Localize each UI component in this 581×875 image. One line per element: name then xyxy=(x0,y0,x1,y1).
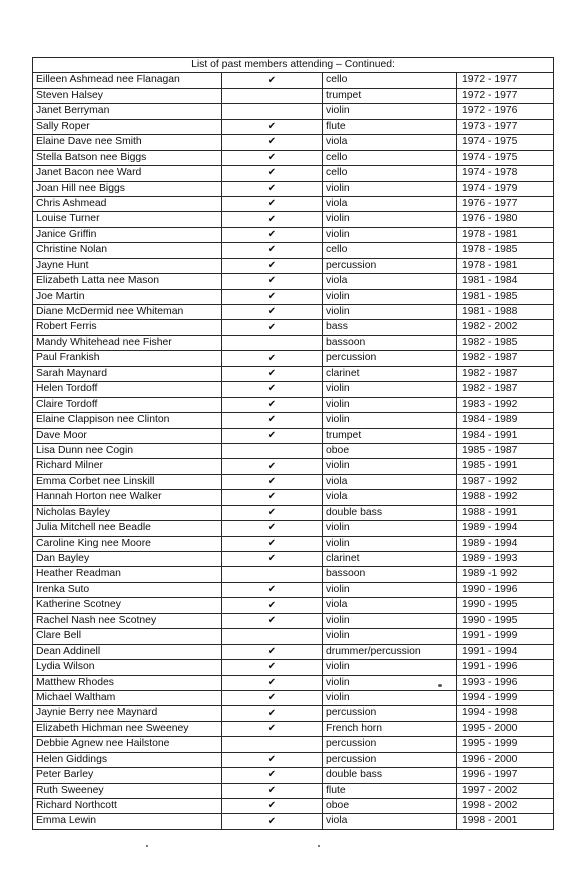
table-row xyxy=(33,690,554,705)
instrument: violin xyxy=(323,397,457,412)
attendance-tick: ✔ xyxy=(222,613,323,628)
instrument: cello xyxy=(323,73,457,88)
table-row xyxy=(33,119,554,134)
member-name: Janet Berryman xyxy=(33,104,222,119)
instrument: violin xyxy=(323,536,457,551)
attendance-tick: ✔ xyxy=(222,428,323,443)
membership-years: 1982 - 1987 xyxy=(457,366,554,381)
table-row xyxy=(33,88,554,103)
membership-years: 1974 - 1978 xyxy=(457,166,554,181)
table-row xyxy=(33,243,554,258)
instrument: violin xyxy=(323,289,457,304)
instrument: violin xyxy=(323,212,457,227)
member-name: Joan Hill nee Biggs xyxy=(33,181,222,196)
table-row xyxy=(33,768,554,783)
attendance-tick: ✔ xyxy=(222,799,323,814)
table-row xyxy=(33,181,554,196)
instrument: violin xyxy=(323,629,457,644)
member-name: Emma Corbet nee Linskill xyxy=(33,474,222,489)
member-name: Richard Northcott xyxy=(33,799,222,814)
attendance-tick: ✔ xyxy=(222,366,323,381)
member-name: Lydia Wilson xyxy=(33,660,222,675)
table-row xyxy=(33,598,554,613)
membership-years: 1974 - 1975 xyxy=(457,150,554,165)
attendance-tick xyxy=(222,737,323,752)
instrument: violin xyxy=(323,305,457,320)
table-row xyxy=(33,660,554,675)
scan-speck xyxy=(146,845,148,847)
attendance-tick: ✔ xyxy=(222,289,323,304)
table-row xyxy=(33,305,554,320)
attendance-tick: ✔ xyxy=(222,752,323,767)
member-name: Peter Barley xyxy=(33,768,222,783)
membership-years: 1990 - 1995 xyxy=(457,598,554,613)
membership-years: 1974 - 1979 xyxy=(457,181,554,196)
attendance-tick: ✔ xyxy=(222,706,323,721)
instrument: percussion xyxy=(323,737,457,752)
attendance-tick: ✔ xyxy=(222,320,323,335)
attendance-tick: ✔ xyxy=(222,783,323,798)
attendance-tick: ✔ xyxy=(222,413,323,428)
attendance-tick: ✔ xyxy=(222,382,323,397)
attendance-tick: ✔ xyxy=(222,243,323,258)
attendance-tick: ✔ xyxy=(222,521,323,536)
table-row xyxy=(33,366,554,381)
table-row xyxy=(33,675,554,690)
member-name: Elaine Dave nee Smith xyxy=(33,135,222,150)
member-name: Claire Tordoff xyxy=(33,397,222,412)
attendance-tick: ✔ xyxy=(222,119,323,134)
table-row xyxy=(33,150,554,165)
member-name: Dave Moor xyxy=(33,428,222,443)
membership-years: 1998 - 2001 xyxy=(457,814,554,829)
attendance-tick: ✔ xyxy=(222,181,323,196)
member-name: Matthew Rhodes xyxy=(33,675,222,690)
attendance-tick: ✔ xyxy=(222,644,323,659)
instrument: viola xyxy=(323,135,457,150)
table-row xyxy=(33,335,554,350)
member-name: Dan Bayley xyxy=(33,552,222,567)
membership-years: 1985 - 1987 xyxy=(457,443,554,458)
member-name: Helen Giddings xyxy=(33,752,222,767)
membership-years: 1974 - 1975 xyxy=(457,135,554,150)
member-name: Robert Ferris xyxy=(33,320,222,335)
membership-years: 1989 - 1994 xyxy=(457,521,554,536)
attendance-tick: ✔ xyxy=(222,690,323,705)
attendance-tick: ✔ xyxy=(222,73,323,88)
member-name: Sarah Maynard xyxy=(33,366,222,381)
membership-years: 1996 - 1997 xyxy=(457,768,554,783)
member-name: Nicholas Bayley xyxy=(33,505,222,520)
table-row xyxy=(33,413,554,428)
membership-years: 1991 - 1994 xyxy=(457,644,554,659)
member-name: Steven Halsey xyxy=(33,88,222,103)
member-name: Stella Batson nee Biggs xyxy=(33,150,222,165)
membership-years: 1976 - 1977 xyxy=(457,196,554,211)
attendance-tick: ✔ xyxy=(222,166,323,181)
table-row xyxy=(33,474,554,489)
member-name: Sally Roper xyxy=(33,119,222,134)
member-name: Joe Martin xyxy=(33,289,222,304)
membership-years: 1983 - 1992 xyxy=(457,397,554,412)
table-row xyxy=(33,706,554,721)
membership-years: 1972 - 1976 xyxy=(457,104,554,119)
table-row xyxy=(33,104,554,119)
instrument: oboe xyxy=(323,443,457,458)
membership-years: 1995 - 2000 xyxy=(457,721,554,736)
membership-years: 1982 - 1985 xyxy=(457,335,554,350)
member-name: Michael Waltham xyxy=(33,690,222,705)
member-name: Paul Frankish xyxy=(33,351,222,366)
table-row xyxy=(33,536,554,551)
membership-years: 1987 - 1992 xyxy=(457,474,554,489)
attendance-tick xyxy=(222,567,323,582)
instrument: double bass xyxy=(323,768,457,783)
membership-years: 1984 - 1989 xyxy=(457,413,554,428)
table-row xyxy=(33,397,554,412)
member-name: Janet Bacon nee Ward xyxy=(33,166,222,181)
instrument: bassoon xyxy=(323,335,457,350)
instrument: oboe xyxy=(323,799,457,814)
instrument: flute xyxy=(323,783,457,798)
membership-years: 1981 - 1988 xyxy=(457,305,554,320)
table-row xyxy=(33,459,554,474)
instrument: percussion xyxy=(323,752,457,767)
attendance-tick: ✔ xyxy=(222,582,323,597)
scan-speck xyxy=(318,845,320,847)
attendance-tick: ✔ xyxy=(222,351,323,366)
membership-years: 1978 - 1985 xyxy=(457,243,554,258)
table-row xyxy=(33,428,554,443)
membership-years: 1972 - 1977 xyxy=(457,73,554,88)
instrument: double bass xyxy=(323,505,457,520)
member-name: Elizabeth Latta nee Mason xyxy=(33,274,222,289)
instrument: violin xyxy=(323,104,457,119)
member-name: Chris Ashmead xyxy=(33,196,222,211)
table-row xyxy=(33,227,554,242)
member-name: Katherine Scotney xyxy=(33,598,222,613)
membership-years: 1982 - 1987 xyxy=(457,351,554,366)
member-name: Mandy Whitehead nee Fisher xyxy=(33,335,222,350)
membership-years: 1978 - 1981 xyxy=(457,258,554,273)
instrument: percussion xyxy=(323,351,457,366)
membership-years: 1972 - 1977 xyxy=(457,88,554,103)
instrument: viola xyxy=(323,490,457,505)
table-row xyxy=(33,567,554,582)
attendance-tick: ✔ xyxy=(222,490,323,505)
table-row xyxy=(33,289,554,304)
member-name: Elizabeth Hichman nee Sweeney xyxy=(33,721,222,736)
membership-years: 1985 - 1991 xyxy=(457,459,554,474)
instrument: French horn xyxy=(323,721,457,736)
attendance-tick: ✔ xyxy=(222,536,323,551)
membership-years: 1991 - 1996 xyxy=(457,660,554,675)
table-row xyxy=(33,644,554,659)
instrument: violin xyxy=(323,181,457,196)
table-row xyxy=(33,521,554,536)
table-row xyxy=(33,443,554,458)
instrument: percussion xyxy=(323,258,457,273)
attendance-tick: ✔ xyxy=(222,721,323,736)
instrument: clarinet xyxy=(323,366,457,381)
membership-years: 1981 - 1984 xyxy=(457,274,554,289)
member-name: Irenka Suto xyxy=(33,582,222,597)
member-name: Christine Nolan xyxy=(33,243,222,258)
attendance-tick: ✔ xyxy=(222,305,323,320)
attendance-tick xyxy=(222,104,323,119)
instrument: trumpet xyxy=(323,428,457,443)
membership-years: 1988 - 1991 xyxy=(457,505,554,520)
instrument: violin xyxy=(323,582,457,597)
attendance-tick: ✔ xyxy=(222,814,323,829)
membership-years: 1982 - 1987 xyxy=(457,382,554,397)
attendance-tick xyxy=(222,335,323,350)
table-row xyxy=(33,196,554,211)
membership-years: 1973 - 1977 xyxy=(457,119,554,134)
instrument: violin xyxy=(323,521,457,536)
table-row xyxy=(33,783,554,798)
member-name: Emma Lewin xyxy=(33,814,222,829)
instrument: violin xyxy=(323,382,457,397)
membership-years: 1994 - 1998 xyxy=(457,706,554,721)
instrument: viola xyxy=(323,598,457,613)
instrument: trumpet xyxy=(323,88,457,103)
membership-years: 1989 - 1993 xyxy=(457,552,554,567)
membership-years: 1997 - 2002 xyxy=(457,783,554,798)
table-row xyxy=(33,737,554,752)
table-row xyxy=(33,274,554,289)
instrument: viola xyxy=(323,196,457,211)
member-name: Jaynie Berry nee Maynard xyxy=(33,706,222,721)
instrument: viola xyxy=(323,274,457,289)
table-row xyxy=(33,73,554,88)
table-row xyxy=(33,721,554,736)
instrument: viola xyxy=(323,814,457,829)
title-row xyxy=(33,58,554,73)
instrument: bass xyxy=(323,320,457,335)
attendance-tick: ✔ xyxy=(222,552,323,567)
member-name: Rachel Nash nee Scotney xyxy=(33,613,222,628)
table-row xyxy=(33,552,554,567)
attendance-tick: ✔ xyxy=(222,474,323,489)
membership-years: 1995 - 1999 xyxy=(457,737,554,752)
instrument: violin xyxy=(323,660,457,675)
member-name: Elaine Clappison nee Clinton xyxy=(33,413,222,428)
member-name: Louise Turner xyxy=(33,212,222,227)
table-row xyxy=(33,613,554,628)
membership-years: 1982 - 2002 xyxy=(457,320,554,335)
instrument: violin xyxy=(323,690,457,705)
instrument: bassoon xyxy=(323,567,457,582)
table-row xyxy=(33,382,554,397)
member-name: Clare Bell xyxy=(33,629,222,644)
member-name: Jayne Hunt xyxy=(33,258,222,273)
member-name: Richard Milner xyxy=(33,459,222,474)
member-name: Caroline King nee Moore xyxy=(33,536,222,551)
membership-years: 1991 - 1999 xyxy=(457,629,554,644)
instrument: violin xyxy=(323,675,457,690)
membership-years: 1976 - 1980 xyxy=(457,212,554,227)
instrument: violin xyxy=(323,613,457,628)
membership-years: 1990 - 1995 xyxy=(457,613,554,628)
instrument: violin xyxy=(323,413,457,428)
attendance-tick: ✔ xyxy=(222,660,323,675)
attendance-tick xyxy=(222,443,323,458)
instrument: viola xyxy=(323,474,457,489)
instrument: flute xyxy=(323,119,457,134)
attendance-tick: ✔ xyxy=(222,150,323,165)
attendance-tick: ✔ xyxy=(222,274,323,289)
instrument: violin xyxy=(323,227,457,242)
table-row xyxy=(33,505,554,520)
member-name: Helen Tordoff xyxy=(33,382,222,397)
member-name: Debbie Agnew nee Hailstone xyxy=(33,737,222,752)
membership-years: 1990 - 1996 xyxy=(457,582,554,597)
instrument: cello xyxy=(323,243,457,258)
members-table-body xyxy=(33,58,554,830)
attendance-tick: ✔ xyxy=(222,768,323,783)
attendance-tick: ✔ xyxy=(222,675,323,690)
instrument: cello xyxy=(323,150,457,165)
membership-years: 1998 - 2002 xyxy=(457,799,554,814)
instrument: cello xyxy=(323,166,457,181)
table-row xyxy=(33,490,554,505)
attendance-tick: ✔ xyxy=(222,258,323,273)
instrument: violin xyxy=(323,459,457,474)
table-row xyxy=(33,320,554,335)
member-name: Ruth Sweeney xyxy=(33,783,222,798)
attendance-tick: ✔ xyxy=(222,505,323,520)
instrument: percussion xyxy=(323,706,457,721)
table-row xyxy=(33,752,554,767)
table-row xyxy=(33,212,554,227)
members-table xyxy=(32,57,554,830)
attendance-tick: ✔ xyxy=(222,598,323,613)
member-name: Heather Readman xyxy=(33,567,222,582)
scan-speck xyxy=(438,684,442,687)
attendance-tick: ✔ xyxy=(222,212,323,227)
table-row xyxy=(33,166,554,181)
member-name: Julia Mitchell nee Beadle xyxy=(33,521,222,536)
attendance-tick: ✔ xyxy=(222,397,323,412)
attendance-tick: ✔ xyxy=(222,227,323,242)
attendance-tick: ✔ xyxy=(222,196,323,211)
attendance-tick xyxy=(222,88,323,103)
membership-years: 1996 - 2000 xyxy=(457,752,554,767)
instrument: clarinet xyxy=(323,552,457,567)
member-name: Eilleen Ashmead nee Flanagan xyxy=(33,73,222,88)
member-name: Janice Griffin xyxy=(33,227,222,242)
table-row xyxy=(33,582,554,597)
membership-years: 1994 - 1999 xyxy=(457,690,554,705)
instrument: drummer/percussion xyxy=(323,644,457,659)
membership-years: 1988 - 1992 xyxy=(457,490,554,505)
membership-years: 1989 -1 992 xyxy=(457,567,554,582)
attendance-tick: ✔ xyxy=(222,135,323,150)
membership-years: 1984 - 1991 xyxy=(457,428,554,443)
table-row xyxy=(33,629,554,644)
table-row xyxy=(33,814,554,829)
membership-years: 1993 - 1996 xyxy=(457,675,554,690)
member-name: Hannah Horton nee Walker xyxy=(33,490,222,505)
attendance-tick xyxy=(222,629,323,644)
page-title: List of past members attending – Continued: xyxy=(33,58,554,73)
membership-years: 1989 - 1994 xyxy=(457,536,554,551)
table-row xyxy=(33,351,554,366)
member-name: Lisa Dunn nee Cogin xyxy=(33,443,222,458)
table-row xyxy=(33,135,554,150)
membership-years: 1981 - 1985 xyxy=(457,289,554,304)
table-row xyxy=(33,799,554,814)
member-name: Diane McDermid nee Whiteman xyxy=(33,305,222,320)
membership-years: 1978 - 1981 xyxy=(457,227,554,242)
attendance-tick: ✔ xyxy=(222,459,323,474)
member-name: Dean Addinell xyxy=(33,644,222,659)
table-row xyxy=(33,258,554,273)
